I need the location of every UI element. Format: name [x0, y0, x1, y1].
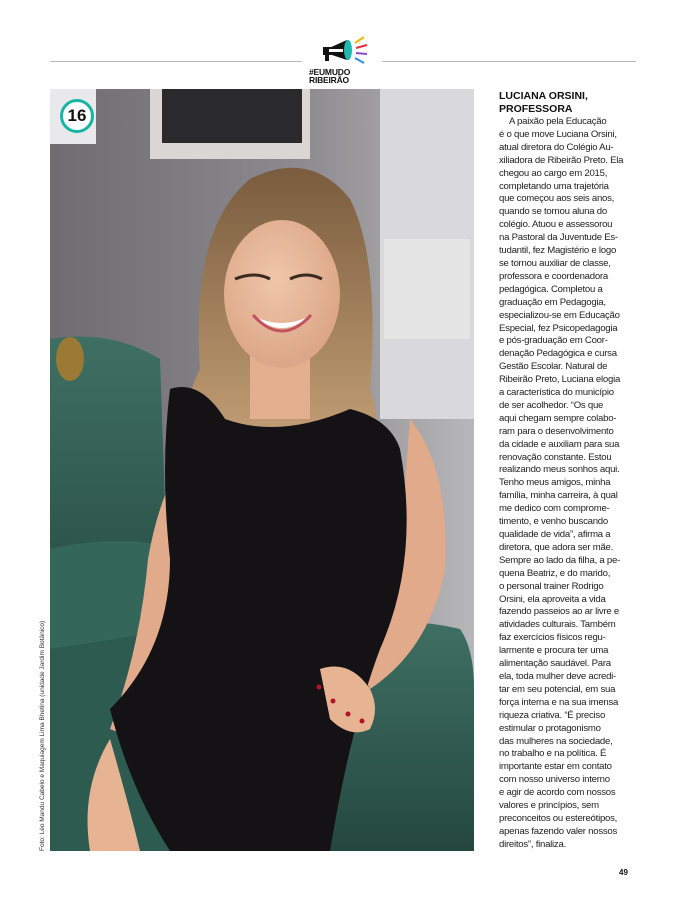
article-line: preconceitos ou estereótipos, — [499, 812, 618, 824]
article-line: a característica do município — [499, 387, 614, 399]
article-line: Tenho meus amigos, minha — [499, 477, 611, 489]
article-line: da cidade e auxiliam para sua — [499, 438, 620, 450]
article-line: renovação constante. Estou — [499, 451, 612, 463]
article-line: faz exercícios físicos regu- — [499, 632, 606, 644]
article-line: especializou-se em Educação — [499, 309, 620, 321]
article-line: ela, toda mulher deve acredi- — [499, 670, 617, 682]
article-line: direitos”, finaliza. — [499, 838, 566, 850]
logo-text-line1: #EUMUDO — [309, 67, 351, 77]
rank-badge: 16 — [60, 99, 94, 133]
article-line: Gestão Escolar. Natural de — [499, 361, 608, 373]
article-line: e pós-graduação em Coor- — [499, 335, 608, 347]
article-line: diretora, que adora ser mãe. — [499, 541, 614, 553]
article-line: xiliadora de Ribeirão Preto. Ela — [499, 154, 624, 166]
article-line: larmente e procura ter uma — [499, 645, 609, 657]
article-line: ram para o desenvolvimento — [499, 425, 614, 437]
article-line: atividades culturais. Também — [499, 619, 616, 631]
article-line: pedagógica. Completou a — [499, 283, 603, 295]
headline-line2: PROFESSORA — [499, 103, 573, 115]
article-line: alimentação saudável. Para — [499, 658, 611, 670]
article — [499, 90, 638, 852]
article-line: A paixão pela Educação — [509, 116, 607, 127]
article-line: valores e princípios, sem — [499, 800, 599, 812]
article-line: na Pastoral da Juventude Es- — [499, 232, 618, 244]
article-line: apenas fazendo valer nossos — [499, 825, 618, 837]
article-line: com nosso universo interno — [499, 774, 610, 786]
article-line: o personal trainer Rodrigo — [499, 580, 604, 592]
article-line: Sempre ao lado da filha, a pe- — [499, 554, 621, 566]
article-line: família, minha carreira, à qual — [499, 490, 618, 502]
article-line: Ribeirão Preto, Luciana elogia — [499, 374, 621, 386]
article-line: de ser acolhedor. “Os que — [499, 399, 604, 411]
article-line: chegou ao cargo em 2015, — [499, 167, 608, 179]
article-line: riqueza criativa. “É preciso — [499, 709, 606, 721]
article-line: graduação em Pedagogia, — [499, 296, 606, 308]
article-line: completando uma trajetória — [499, 180, 609, 192]
article-headline — [499, 90, 638, 116]
article-line: e agir de acordo com nossos — [499, 787, 616, 799]
eumudo-ribeirao-logo — [305, 34, 379, 85]
article-line: quena Beatriz, e do marido, — [499, 567, 611, 579]
portrait-photo — [50, 89, 474, 851]
article-line: que começou aos seis anos, — [499, 193, 615, 205]
article-line: das mulheres na sociedade, — [499, 735, 613, 747]
page-number: 49 — [619, 868, 628, 877]
article-line: força interna e na sua imensa — [499, 696, 619, 708]
article-line: professora e coordenadora — [499, 270, 608, 282]
article-line: tar em seu potencial, em sua — [499, 683, 616, 695]
photo-credit: Foto: Léo Mandu Cabelo e Maquiagem Lima Bhetina (unidade Jardim Botânico) — [39, 620, 46, 851]
article-line: Especial, fez Psicopedagogia — [499, 322, 618, 334]
article-line: me dedico com comprome- — [499, 503, 610, 515]
article-line: aqui chegam sempre colabo- — [499, 412, 617, 424]
article-line: colégio. Atuou e assessorou — [499, 219, 613, 231]
article-line: fazendo passeios ao ar livre e — [499, 606, 619, 618]
article-body — [499, 116, 638, 852]
headline-line1: LUCIANA ORSINI, — [499, 90, 588, 102]
megaphone-icon — [315, 34, 371, 66]
article-line: estimular o protagonismo — [499, 722, 601, 734]
header-rule-left — [50, 61, 302, 62]
article-line: realizando meus sonhos aqui. — [499, 464, 620, 476]
article-line: importante estar em contato — [499, 761, 612, 773]
article-line: atual diretora do Colégio Au- — [499, 141, 614, 153]
article-line: tudantil, fez Magistério e logo — [499, 245, 617, 257]
article-line: timento, e venho buscando — [499, 516, 608, 528]
article-line: denação Pedagógica e cursa — [499, 348, 617, 360]
article-line: qualidade de vida”, afirma a — [499, 529, 611, 540]
article-line: quando se tornou aluna do — [499, 206, 607, 218]
header-rule-right — [382, 61, 636, 62]
article-line: Orsini, ela aproveita a vida — [499, 593, 606, 605]
article-line: é o que move Luciana Orsini, — [499, 128, 617, 140]
article-line: no trabalho e na política. É — [499, 748, 607, 760]
article-line: se tornou auxiliar de classe, — [499, 257, 611, 269]
logo-text-line2: RIBEIRÃO — [309, 75, 349, 85]
